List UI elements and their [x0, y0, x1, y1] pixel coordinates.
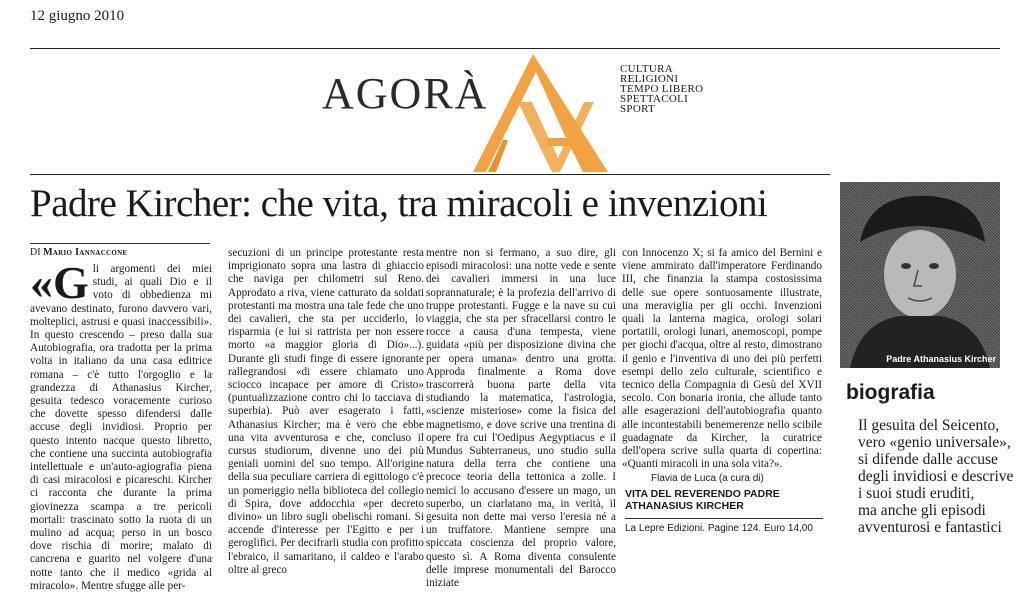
column-text: li argomenti dei miei studi, ai quali Dio e il voto di obbedienza mi avevano destinato, furono davvero vari, molteplici, astrusi e quasi inaccessibili». In questo crescendo – preso dalla sua Autobiografia, ora tradotta per la prima volta in italiano da una casa editrice romana – c'è tutto l'orgoglio e la grandezza di Athanasius Kircher, gesuita tedesco voracemente curioso che dovette spesso difendersi dalle accuse degli invidiosi. Proprio per questo intento nacque questo libretto, che contiene una succinta autobiografia intellettuale e un'auto-agiografia piena di casi miracolosi e picareschi. Kircher ci racconta che durante la prima giovinezza scampa a tre pericoli mortali: trascinato sotto la ruota di un mulino ad acqua; perso in un bosco dove rischia di morire; malato di cancrena e guarito nel volgere d'una notte tanto che il medico «grida al miracolo». Mentre sfugge alle per-: [30, 263, 212, 592]
byline-rule: [30, 243, 210, 244]
sidebar-summary: [858, 417, 1014, 536]
summary-line: vero «genio universale»,: [858, 434, 1011, 451]
column-text: con Innocenzo X; si fa amico del Bernini e viene ammirato dall'imperatore Ferdinando III, che finanzia la stampa costosissima delle sue opere sontuosamente illustrate, una meraviglia per gli occhi. Invenzioni quali la lanterna magica, orologi solari portatili, orologi lunari, anemoscopi, pompe per giochi d'acqua, oltre al resto, dimostrano il genio e l'inventiva di uno dei più perfetti esempi dello zelo culturale, scientifico e tecnico della Compagnia di Gesù del XVII secolo. Con bonaria ironia, che allude tanto alle esagerazioni dell'autobiografia quanto alle incontestabili benemerenze nello scibile guadagnate da Kircher, la curatrice dell'opera scrive sulla quarta di copertina: «Quanti miracoli in una sola vita?».: [622, 247, 822, 471]
photo-caption: Padre Athanasius Kircher: [886, 354, 996, 364]
article-column-4: [622, 247, 822, 471]
section-item: SPORT: [620, 103, 656, 115]
column-text: secuzioni di un principe protestante resta imprigionato sopra una lastra di ghiaccio che naviga per chilometri sul Reno. Approdato a riva, viene catturato da soldati protestanti ma mostra una tale fede che uno dei cavalieri, che sta per ucciderlo, lo risparmia (e lui si rattrista per non essere morto «a maggior gloria di Dio»...). Durante gli studi finge di essere ignorante rallegrandosi «di essere chiamato uno sciocco incapace per amore di Cristo» (puntualizzazione contro chi lo tacciava di superbia). Può aver esagerato i fatti, Athanasius Kircher; ma è vero che ebbe una vita avventurosa e che, concluso il cursus studiorum, divenne uno dei più geniali uomini del suo tempo. All'origine della sua peculiare carriera di egittologo c'è un pomeriggio nella biblioteca del collegio di Spira, dove addocchia «per decreto divino» un libro sugli obelischi romani. Si accende d'interesse per l'Egitto e per i geroglifici. Per decifrarli studia con profitto l'ebraico, il samaritano, il caldeo e l'arabo oltre al greco: [228, 247, 424, 576]
book-title-line: VITA DEL REVERENDO PADRE: [625, 488, 780, 500]
section-item: RELIGIONI: [620, 73, 679, 85]
portrait-engraving-icon: [840, 182, 1000, 368]
article-headline: Padre Kircher: che vita, tra miracoli e invenzioni: [30, 182, 768, 225]
summary-line: Il gesuita del Seicento,: [858, 417, 1000, 434]
column-text: mentre non si fermano, a suo dire, gli episodi miracolosi: una notte vede e sente dei cavalieri immersi in una luce soprannaturale; è la profezia dell'arrivo di truppe protestanti. Fugge e la nave su cui viaggia, che sta per sfracellarsi contro le rocce a causa d'una tempesta, viene guidata «più per disposizione divina che per opera umana» dentro una grotta. Approda finalmente a Roma dove trascorrerà buona parte della vita studiando la matematica, l'astrologia, «scienze misteriose» come la fisica del magnetismo, e dove scrive una trentina di opere fra cui l'Oedipus Aegyptiacus e il Mundus Subterraneus, uno studio sulla natura della terra che contiene una precoce teoria della tettonica a zolle. I nemici lo accusano d'essere un mago, un superbo, un ciarlatano ma, in verità, il gesuita non dette mai verso l'eresia né a un truffatore. Mantiene sempre una spiccata coscienza del proprio valore, questo sì. A Roma diventa consulente delle imprese monumentali del Barocco iniziate: [426, 247, 616, 590]
book-publisher: La Lepre Edizioni. Pagine 124. Euro 14,00: [625, 523, 813, 534]
book-title: [625, 488, 823, 512]
byline-prefix: DI: [30, 247, 41, 258]
section-title: AGORÀ: [322, 69, 489, 118]
section-list: [620, 64, 703, 114]
author-name: Mario Iannaccone: [43, 247, 128, 258]
summary-line: ma anche gli episodi: [858, 502, 986, 519]
section-item: TEMPO LIBERO: [620, 83, 704, 95]
summary-line: avventurosi e fantastici: [858, 519, 1002, 536]
header-rule: [30, 48, 1000, 49]
article-column-3: [426, 247, 616, 590]
article-column-1: [30, 257, 212, 593]
article-column-2: [228, 247, 424, 577]
book-editor: Flavia de Luca (a cura di): [651, 473, 764, 484]
sidebar-heading: biografia: [846, 381, 935, 404]
summary-line: i suoi studi eruditi,: [858, 485, 975, 502]
summary-line: si difende dalle accuse: [858, 451, 998, 468]
book-rule: [625, 518, 823, 519]
summary-line: degli invidiosi e descrive: [858, 468, 1014, 485]
drop-cap: «G: [30, 257, 89, 308]
section-item: SPETTACOLI: [620, 93, 689, 105]
book-title-line: ATHANASIUS KIRCHER: [625, 500, 744, 512]
portrait-photo: [840, 182, 1000, 368]
section-item: CULTURA: [620, 63, 674, 75]
book-info-box: [625, 473, 823, 534]
av-logo-icon: [448, 50, 618, 175]
issue-date: 12 giugno 2010: [30, 8, 125, 24]
masthead-rule: [30, 174, 830, 175]
